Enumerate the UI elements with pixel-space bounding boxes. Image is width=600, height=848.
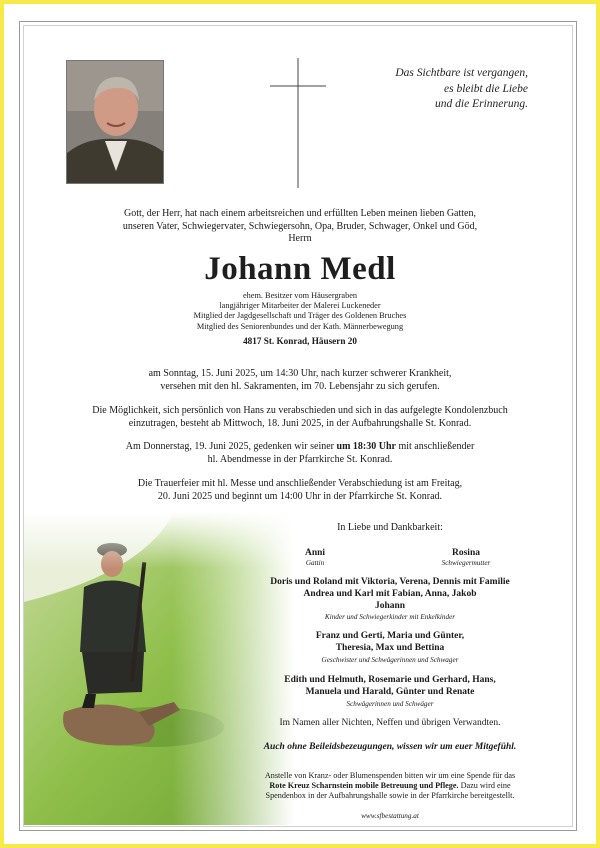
spouse-name: Anni bbox=[304, 548, 326, 558]
donation-recipient: Rote Kreuz Scharnstein mobile Betreuung und Pflege. bbox=[269, 781, 459, 790]
paragraph-line: am Sonntag, 15. Juni 2025, um 14:30 Uhr, nach kurzer schwerer Krankheit, bbox=[148, 368, 452, 379]
address: 4817 St. Konrad, Häusern 20 bbox=[243, 336, 357, 346]
intro-line: Herrn bbox=[288, 233, 312, 244]
mother-in-law-role: Schwiegermutter bbox=[441, 559, 491, 567]
intro-text bbox=[40, 208, 560, 246]
memorial-time: um 18:30 Uhr bbox=[336, 441, 396, 452]
family-line: Andrea und Karl mit Fabian, Anna, Jakob bbox=[303, 588, 477, 599]
role-line: langjähriger Mitarbeiter der Malerei Luckeneder bbox=[219, 301, 381, 311]
memorial-paragraph bbox=[40, 441, 560, 466]
in-laws-group bbox=[240, 675, 540, 709]
spouse-entry bbox=[260, 547, 370, 568]
intro-line: unseren Vater, Schwiegervater, Schwiegersohn, Opa, Bruder, Schwager, Onkel und Göd, bbox=[122, 220, 478, 232]
siblings-group bbox=[240, 631, 540, 665]
family-line: Edith und Helmuth, Rosemarie und Gerhard, Hans, bbox=[284, 675, 496, 685]
paragraph-line: versehen mit den hl. Sakramenten, im 70. Lebensjahr zu sich gerufen. bbox=[160, 380, 440, 392]
no-condolences-note: Auch ohne Beileidsbezeugungen, wissen wir um euer Mitgefühl. bbox=[263, 742, 517, 752]
website-link[interactable]: www.sfbestattung.at bbox=[361, 812, 419, 820]
roles-list bbox=[40, 291, 560, 332]
role-line: Mitglied des Seniorenbundes und der Kath. Männerbewegung bbox=[196, 321, 404, 331]
quote-line: es bleibt die Liebe bbox=[444, 82, 528, 95]
farewell-paragraph bbox=[40, 405, 560, 430]
family-line: Johann bbox=[374, 600, 406, 611]
mother-in-law-entry bbox=[411, 547, 521, 568]
paragraph-line bbox=[40, 441, 560, 454]
paragraph-line: 20. Juni 2025 und beginnt um 14:00 Uhr in der Pfarrkirche St. Konrad. bbox=[157, 490, 443, 502]
family-role: Geschwister und Schwägerinnen und Schwager bbox=[321, 655, 459, 664]
memorial-quote bbox=[308, 66, 528, 113]
intro-line: Gott, der Herr, hat nach einem arbeitsreichen und erfüllten Leben meinen lieben Gatten, bbox=[124, 208, 476, 219]
spouse-role: Gattin bbox=[305, 559, 325, 567]
portrait-photo bbox=[66, 60, 164, 184]
donation-note bbox=[240, 771, 540, 801]
donation-line bbox=[240, 781, 540, 791]
paragraph-line: hl. Abendmesse in der Pfarrkirche St. Konrad. bbox=[207, 453, 393, 465]
mother-in-law-name: Rosina bbox=[452, 548, 480, 558]
nieces-note: Im Namen aller Nichten, Neffen und übrigen Verwandten. bbox=[279, 718, 501, 728]
family-line: Manuela und Harald, Günter und Renate bbox=[305, 686, 475, 697]
children-group bbox=[240, 577, 540, 622]
family-line: Doris und Roland mit Viktoria, Verena, Dennis mit Familie bbox=[270, 577, 510, 587]
paragraph-line: einzutragen, besteht ab Mittwoch, 18. Juni 2025, in der Aufbahrungshalle St. Konrad. bbox=[128, 417, 472, 429]
deceased-name: Johann Medl bbox=[204, 251, 396, 287]
donation-text: Dazu wird eine bbox=[458, 781, 511, 790]
family-line: Franz und Gerti, Maria und Günter, bbox=[315, 631, 465, 641]
funeral-paragraph bbox=[40, 478, 560, 503]
thanks-heading: In Liebe und Dankbarkeit: bbox=[337, 522, 443, 533]
family-role: Kinder und Schwiegerkinder mit Enkelkinder bbox=[324, 613, 456, 622]
quote-line: und die Erinnerung. bbox=[435, 98, 528, 110]
donation-line: Anstelle von Kranz- oder Blumenspenden bitten wir um eine Spende für das bbox=[264, 771, 516, 780]
family-role: Schwägerinnen und Schwäger bbox=[346, 699, 434, 708]
death-paragraph bbox=[40, 368, 560, 393]
paragraph-line: Die Trauerfeier mit hl. Messe und anschließender Verabschiedung ist am Freitag, bbox=[137, 478, 463, 489]
role-line: Mitglied der Jagdgesellschaft und Träger des Goldenen Bruches bbox=[193, 311, 407, 321]
quote-line: Das Sichtbare ist vergangen, bbox=[395, 67, 528, 79]
role-line: ehem. Besitzer vom Häusergraben bbox=[242, 291, 358, 300]
memorial-text: Am Donnerstag, 19. Juni 2025, gedenken wir seiner bbox=[125, 441, 337, 452]
family-line: Theresia, Max und Bettina bbox=[335, 642, 445, 653]
donation-line: Spendenbox in der Aufbahrungshalle sowie in der Pfarrkirche bereitgestellt. bbox=[265, 791, 515, 800]
memorial-text: mit anschließender bbox=[395, 441, 475, 452]
paragraph-line: Die Möglichkeit, sich persönlich von Hans zu verabschieden und sich in das aufgelegte Kondolenzbuch bbox=[92, 405, 508, 416]
